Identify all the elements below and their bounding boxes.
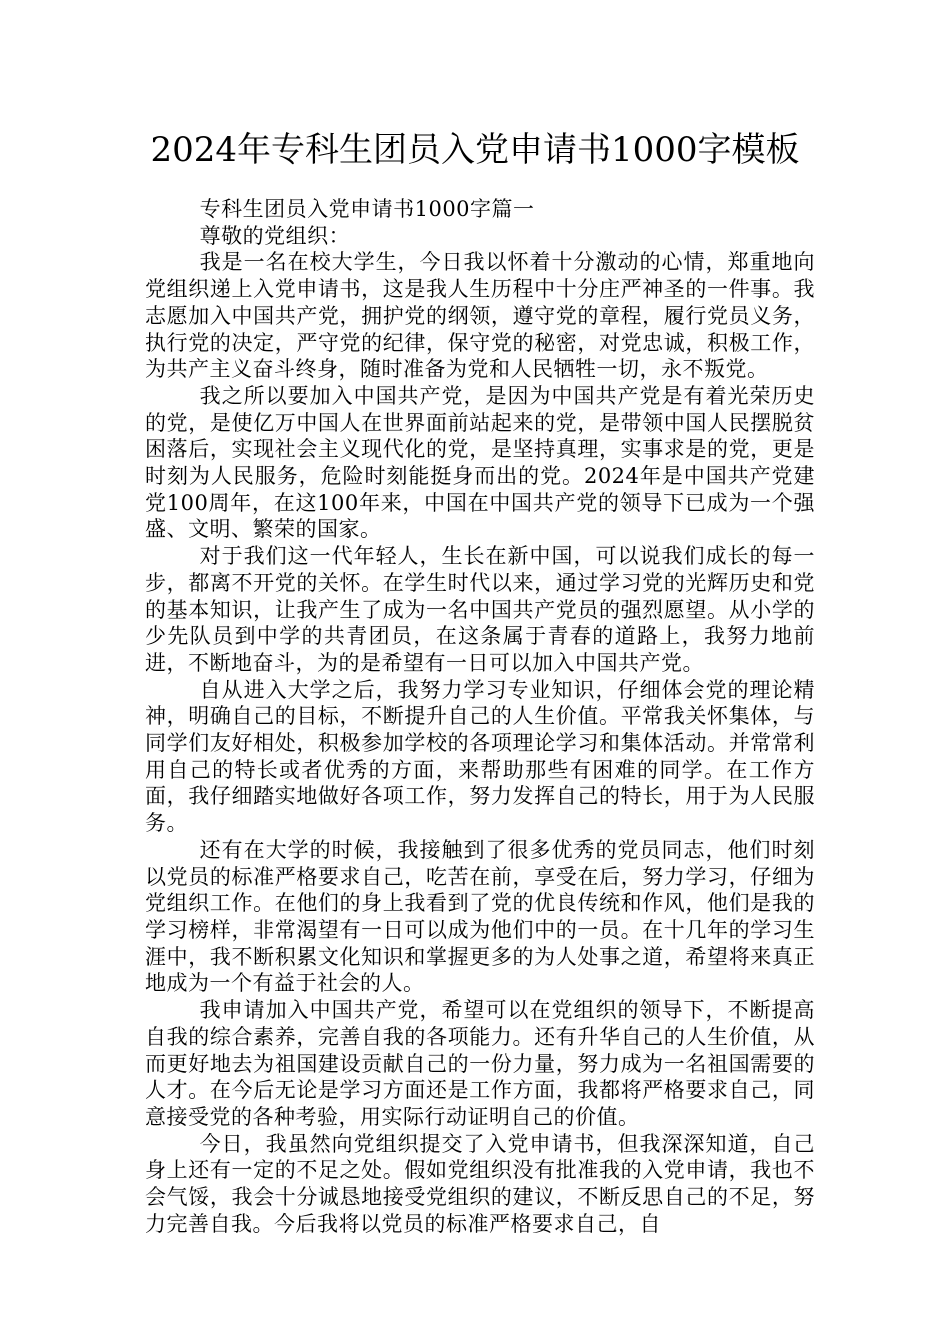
document-body	[145, 196, 815, 1237]
paragraph-6: 我申请加入中国共产党，希望可以在党组织的领导下，不断提高自我的综合素养，完善自我的各项能力。还有升华自己的人生价值，从而更好地去为祖国建设贡献自己的一份力量，努力成为一名祖国需要的人才。在今后无论是学习方面还是工作方面，我都将严格要求自己，同意接受党的各种考验，用实际行动证明自己的价值。	[145, 998, 815, 1129]
document-title: 2024年专科生团员入党申请书1000字模板	[150, 130, 800, 170]
salutation: 尊敬的党组织：	[199, 223, 351, 248]
paragraph-7: 今日，我虽然向党组织提交了入党申请书，但我深深知道，自己身上还有一定的不足之处。假如党组织没有批准我的入党申请，我也不会气馁，我会十分诚恳地接受党组织的建议，不断反思自己的不足，努力完善自我。今后我将以党员的标准严格要求自己，自	[145, 1131, 815, 1236]
paragraph-1: 我是一名在校大学生，今日我以怀着十分激动的心情，郑重地向党组织递上入党申请书，这是我人生历程中十分庄严神圣的一件事。我志愿加入中国共产党，拥护党的纲领，遵守党的章程，履行党员义务，执行党的决定，严守党的纪律，保守党的秘密，对党忠诚，积极工作，为共产主义奋斗终身，随时准备为党和人民牺牲一切，永不叛党。	[145, 250, 815, 382]
paragraph-4: 自从进入大学之后，我努力学习专业知识，仔细体会党的理论精神，明确自己的目标，不断提升自己的人生价值。平常我关怀集体，与同学们友好相处，积极参加学校的各项理论学习和集体活动。并常常利用自己的特长或者优秀的方面，来帮助那些有困难的同学。在工作方面，我仔细踏实地做好各项工作，努力发挥自己的特长，用于为人民服务。	[145, 677, 815, 836]
paragraph-3: 对于我们这一代年轻人，生长在新中国，可以说我们成长的每一步，都离不开党的关怀。在学生时代以来，通过学习党的光辉历史和党的基本知识，让我产生了成为一名中国共产党员的强烈愿望。从小学的少先队员到中学的共青团员，在这条属于青春的道路上，我努力地前进，不断地奋斗，为的是希望有一日可以加入中国共产党。	[145, 544, 815, 675]
section-heading: 专科生团员入党申请书1000字篇一	[199, 197, 535, 221]
paragraph-2: 我之所以要加入中国共产党，是因为中国共产党是有着光荣历史的党，是使亿万中国人在世界面前站起来的党，是带领中国人民摆脱贫困落后，实现社会主义现代化的党，是坚持真理，实事求是的党，更是时刻为人民服务，危险时刻能挺身而出的党。2024年是中国共产党建党100周年，在这100年来，中国在中国共产党的领导下已成为一个强盛、文明、繁荣的国家。	[145, 383, 815, 542]
paragraph-5: 还有在大学的时候，我接触到了很多优秀的党员同志，他们时刻以党员的标准严格要求自己，吃苦在前，享受在后，努力学习，仔细为党组织工作。在他们的身上我看到了党的优良传统和作风，他们是我的学习榜样，非常渴望有一日可以成为他们中的一员。在十几年的学习生涯中，我不断积累文化知识和掌握更多的为人处事之道，希望将来真正地成为一个有益于社会的人。	[145, 837, 815, 996]
